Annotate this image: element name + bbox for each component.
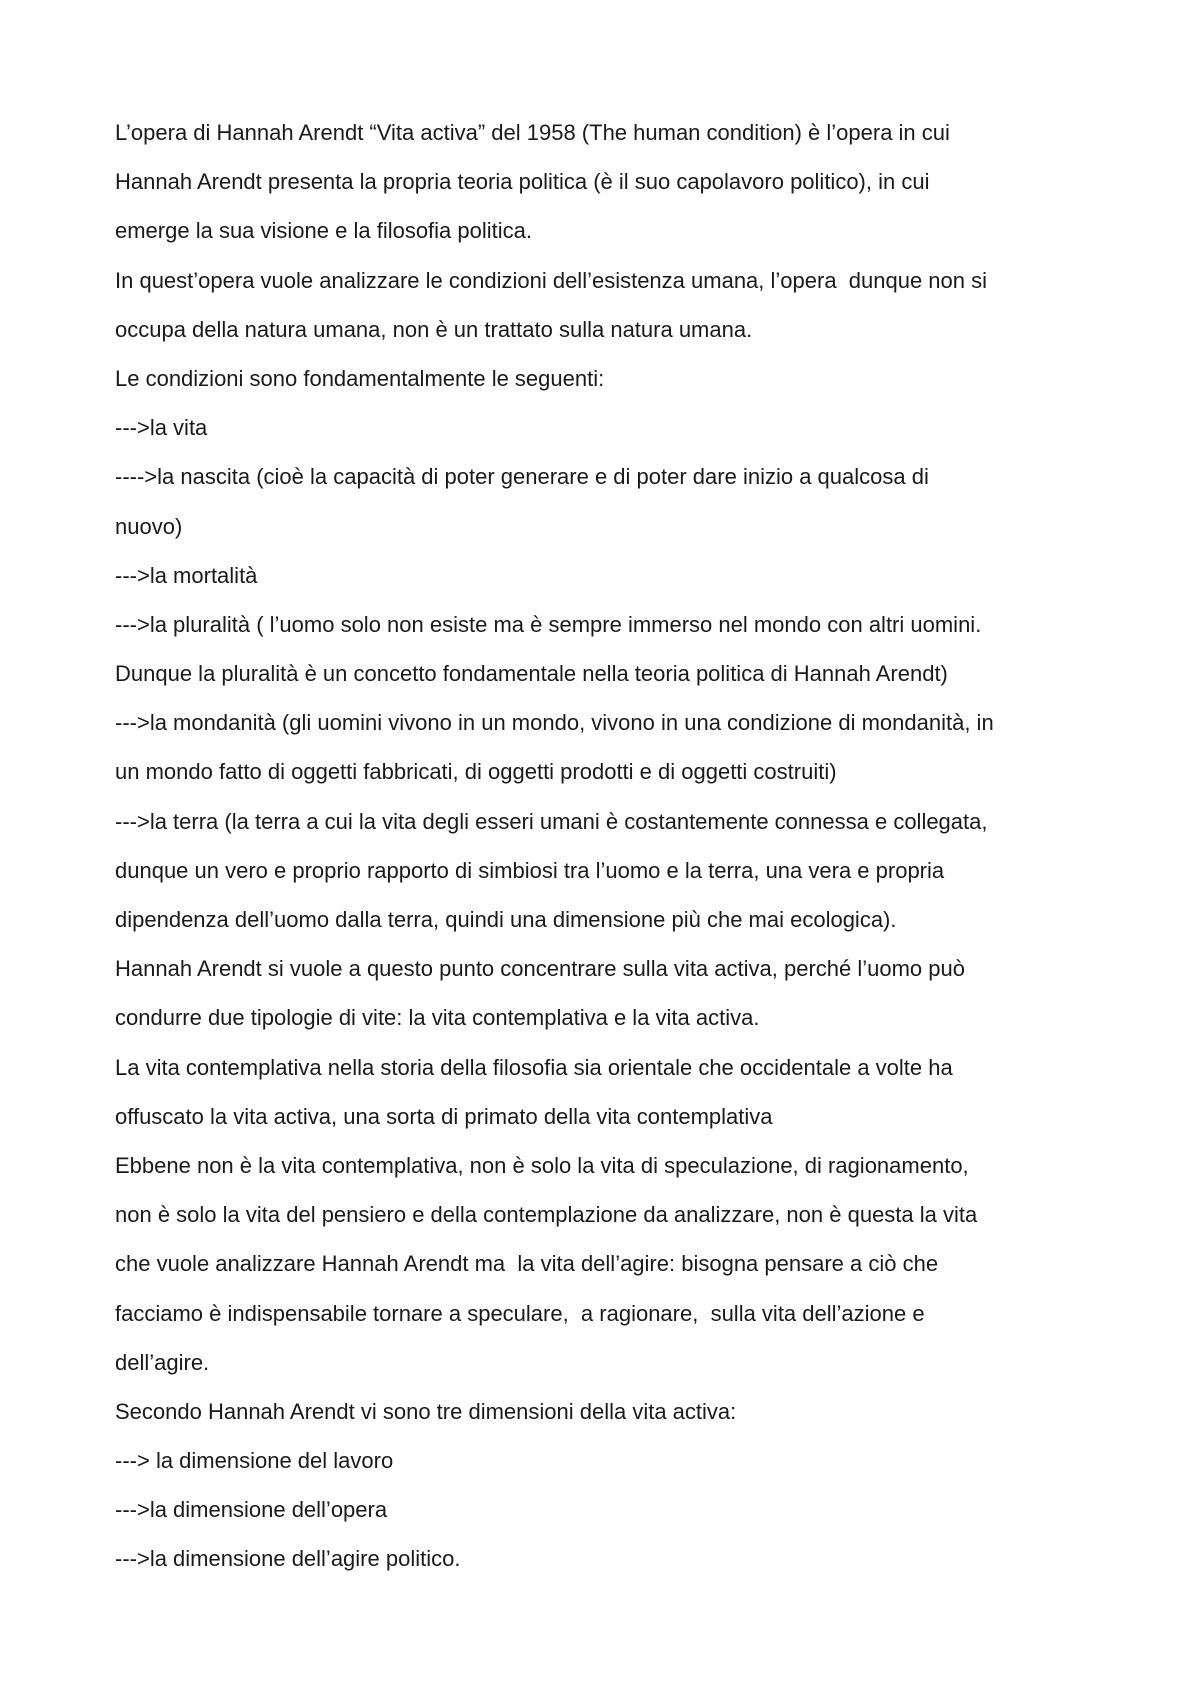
text-line: che vuole analizzare Hannah Arendt ma la vita dell’agire: bisogna pensare a ciò che <box>115 1251 939 1277</box>
list-item: --->la terra (la terra a cui la vita degli esseri umani è costantemente connessa e collegata, <box>115 808 988 834</box>
text-line: condurre due tipologie di vite: la vita contemplativa e la vita activa. <box>115 1005 760 1031</box>
list-item: --->la pluralità ( l’uomo solo non esiste ma è sempre immerso nel mondo con altri uomini. <box>115 611 982 637</box>
text-line: In quest’opera vuole analizzare le condizioni dell’esistenza umana, l’opera dunque non si <box>115 267 988 293</box>
text-line: facciamo è indispensabile tornare a speculare, a ragionare, sulla vita dell’azione e <box>115 1300 925 1326</box>
text-line: offuscato la vita activa, una sorta di primato della vita contemplativa <box>115 1103 773 1129</box>
text-line: non è solo la vita del pensiero e della contemplazione da analizzare, non è questa la vita <box>115 1202 978 1228</box>
list-item: --->la mondanità (gli uomini vivono in un mondo, vivono in una condizione di mondanità, in <box>115 710 994 736</box>
text-line: La vita contemplativa nella storia della filosofia sia orientale che occidentale a volte ha <box>115 1054 953 1080</box>
text-line: Hannah Arendt presenta la propria teoria politica (è il suo capolavoro politico), in cui <box>115 169 930 195</box>
text-line: emerge la sua visione e la filosofia politica. <box>115 218 533 244</box>
text-line: nuovo) <box>115 513 183 539</box>
text-line: un mondo fatto di oggetti fabbricati, di oggetti prodotti e di oggetti costruiti) <box>115 759 837 785</box>
document-body <box>115 108 1095 1584</box>
text-line: Secondo Hannah Arendt vi sono tre dimensioni della vita activa: <box>115 1398 737 1424</box>
text-line: occupa della natura umana, non è un trattato sulla natura umana. <box>115 316 753 342</box>
text-line: dell’agire. <box>115 1349 210 1375</box>
text-line: L’opera di Hannah Arendt “Vita activa” del 1958 (The human condition) è l’opera in cui <box>115 120 950 145</box>
text-line: dunque un vero e proprio rapporto di simbiosi tra l’uomo e la terra, una vera e propria <box>115 857 945 883</box>
list-item: --->la dimensione dell’opera <box>115 1497 388 1523</box>
text-line: Hannah Arendt si vuole a questo punto concentrare sulla vita activa, perché l’uomo può <box>115 956 965 982</box>
text-line: Le condizioni sono fondamentalmente le seguenti: <box>115 365 605 391</box>
text-line: dipendenza dell’uomo dalla terra, quindi una dimensione più che mai ecologica). <box>115 907 897 932</box>
list-item: --->la vita <box>115 415 208 441</box>
list-item: ---> la dimensione del lavoro <box>115 1448 394 1474</box>
text-line: Dunque la pluralità è un concetto fondamentale nella teoria politica di Hannah Arendt) <box>115 661 948 687</box>
text-line: Ebbene non è la vita contemplativa, non è solo la vita di speculazione, di ragionamento, <box>115 1152 969 1178</box>
list-item: --->la dimensione dell’agire politico. <box>115 1546 461 1572</box>
list-item: ---->la nascita (cioè la capacità di poter generare e di poter dare inizio a qualcosa di <box>115 464 929 490</box>
list-item: --->la mortalità <box>115 562 258 588</box>
